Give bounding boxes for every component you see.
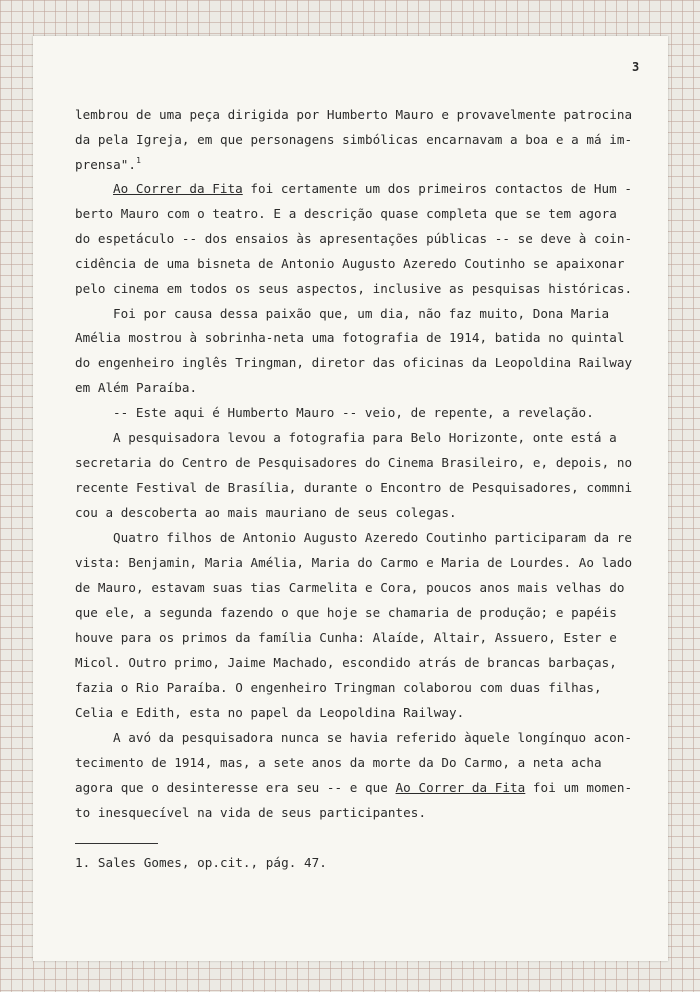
text-line: A avó da pesquisadora nunca se havia referido àquele longínquo acon- xyxy=(113,730,632,745)
underlined-title: Ao Correr da Fita xyxy=(113,181,243,196)
page-number: 3 xyxy=(632,60,640,74)
text-line: cidência de uma bisneta de Antonio Augusto Azeredo Coutinho se apaixonar xyxy=(75,256,625,271)
text-line xyxy=(75,776,645,801)
text-line: de Mauro, estavam suas tias Carmelita e Cora, poucos anos mais velhas do xyxy=(75,580,625,595)
text-line: lembrou de uma peça dirigida por Humberto Mauro e provavelmente patrocina xyxy=(75,107,633,122)
text-line: secretaria do Centro de Pesquisadores do Cinema Brasileiro, e, depois, no xyxy=(75,455,633,470)
text-line: berto Mauro com o teatro. E a descrição quase completa que se tem agora xyxy=(75,206,617,221)
text-line: to inesquecível na vida de seus participantes. xyxy=(75,805,427,820)
text-fragment: prensa". xyxy=(75,157,137,172)
text-line xyxy=(75,153,645,178)
footnote: 1. Sales Gomes, op.cit., pág. 47. xyxy=(75,855,327,870)
text-line: Quatro filhos de Antonio Augusto Azeredo Coutinho participaram da re xyxy=(113,530,632,545)
footnote-divider xyxy=(75,843,158,844)
text-line: Foi por causa dessa paixão que, um dia, não faz muito, Dona Maria xyxy=(113,306,610,321)
text-line: tecimento de 1914, mas, a sete anos da morte da Do Carmo, a neta acha xyxy=(75,755,602,770)
text-line: Celia e Edith, esta no papel da Leopoldina Railway. xyxy=(75,705,465,720)
text-line: houve para os primos da família Cunha: Alaíde, Altair, Assuero, Ester e xyxy=(75,630,617,645)
text-line: recente Festival de Brasília, durante o Encontro de Pesquisadores, commni xyxy=(75,480,633,495)
text-line: fazia o Rio Paraíba. O engenheiro Tringman colaborou com duas filhas, xyxy=(75,680,602,695)
text-line: em Além Paraíba. xyxy=(75,380,198,395)
text-line: do espetáculo -- dos ensaios às apresentações públicas -- se deve à coin- xyxy=(75,231,633,246)
text-line: Amélia mostrou à sobrinha-neta uma fotografia de 1914, batida no quintal xyxy=(75,330,625,345)
text-fragment: foi um momen- xyxy=(525,780,633,795)
text-line: que ele, a segunda fazendo o que hoje se chamaria de produção; e papéis xyxy=(75,605,617,620)
text-fragment: agora que o desinteresse era seu -- e que xyxy=(75,780,396,795)
text-line: vista: Benjamin, Maria Amélia, Maria do Carmo e Maria de Lourdes. Ao lado xyxy=(75,555,633,570)
text-line: cou a descoberta ao mais mauriano de seus colegas. xyxy=(75,505,457,520)
text-line: A pesquisadora levou a fotografia para Belo Horizonte, onte está a xyxy=(113,430,617,445)
text-fragment: foi certamente um dos primeiros contactos de Hum - xyxy=(242,181,632,196)
text-line: do engenheiro inglês Tringman, diretor das oficinas da Leopoldina Railway xyxy=(75,355,633,370)
text-line: Micol. Outro primo, Jaime Machado, escondido atrás de brancas barbaças, xyxy=(75,655,617,670)
text-line: pelo cinema em todos os seus aspectos, inclusive as pesquisas históricas. xyxy=(75,281,633,296)
text-line: -- Este aqui é Humberto Mauro -- veio, de repente, a revelação. xyxy=(113,405,594,420)
text-line: da pela Igreja, em que personagens simbólicas encarnavam a boa e a má im- xyxy=(75,132,633,147)
footnote-marker: 1 xyxy=(136,156,141,165)
underlined-title: Ao Correr da Fita xyxy=(395,780,526,795)
text-line xyxy=(75,177,645,202)
